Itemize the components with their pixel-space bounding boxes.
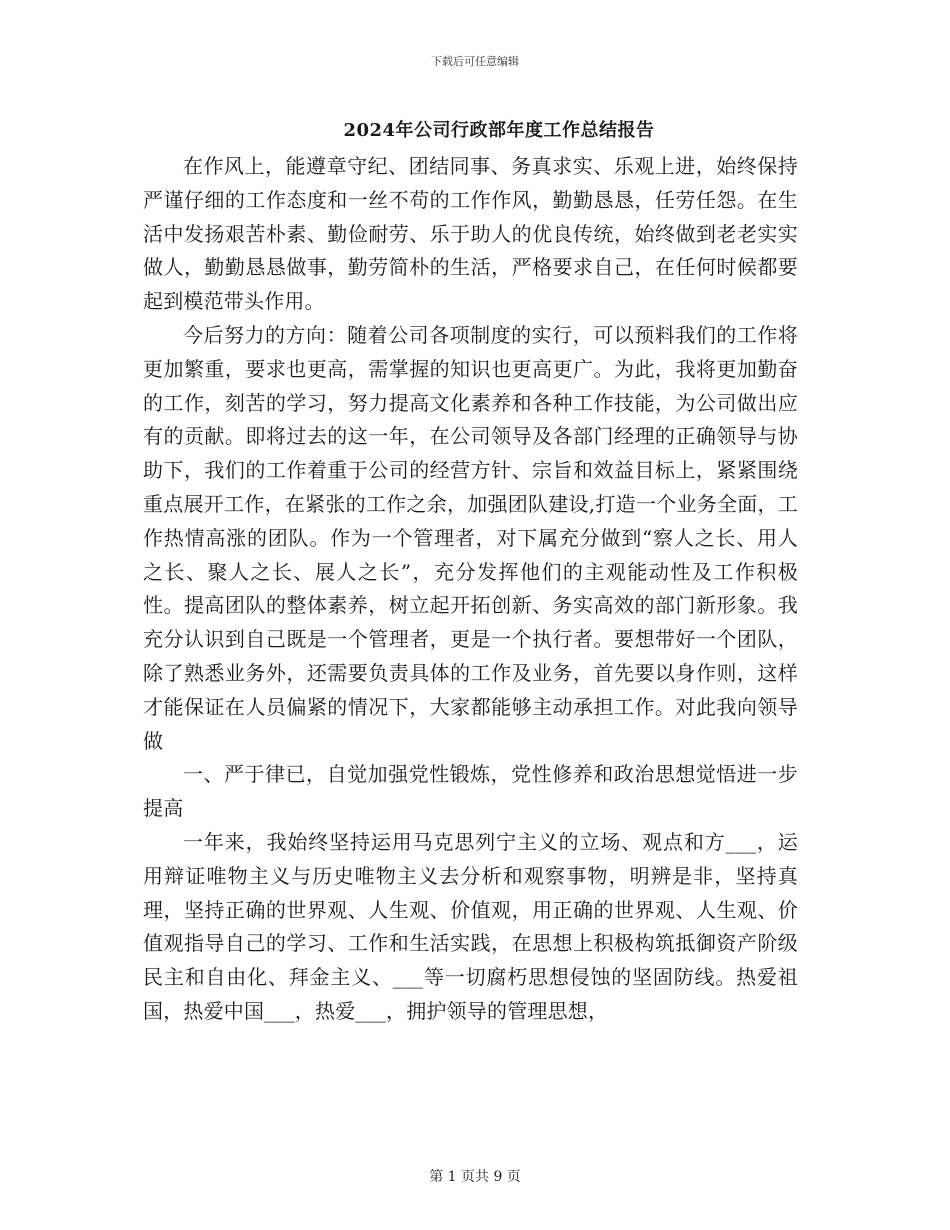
document-body — [143, 150, 798, 1029]
paragraph: 一、严于律已，自觉加强党性锻炼，党性修养和政治思想觉悟进一步提高 — [143, 762, 798, 821]
page-number-footer: 第 1 页共 9 页 — [429, 1169, 521, 1185]
document-title: 2024年公司行政部年度工作总结报告 — [343, 120, 655, 141]
paragraph: 今后努力的方向：随着公司各项制度的实行，可以预料我们的工作将更加繁重，要求也更高，需掌握的知识也更高更广。为此，我将更加勤奋的工作，刻苦的学习，努力提高文化素养和各种工作技能，为公司做出应有的贡献。即将过去的这一年，在公司领导及各部门经理的正确领导与协助下，我们的工作着重于公司的经营方针、宗旨和效益目标上，紧紧围绕重点展开工作，在紧张的工作之余，加强团队建设,打造一个业务全面，工作热情高涨的团队。作为一个管理者，对下属充分做到“察人之长、用人之长、聚人之长、展人之长”，充分发挥他们的主观能动性及工作积极性。提高团队的整体素养，树立起开拓创新、务实高效的部门新形象。我充分认识到自己既是一个管理者，更是一个执行者。要想带好一个团队，除了熟悉业务外，还需要负责具体的工作及业务，首先要以身作则，这样才能保证在人员偏紧的情况下，大家都能够主动承担工作。对此我向领导做 — [143, 322, 798, 753]
page-header-note: 下载后可任意编辑 — [431, 55, 519, 68]
paragraph: 在作风上，能遵章守纪、团结同事、务真求实、乐观上进，始终保持严谨仔细的工作态度和一丝不苟的工作作风，勤勤恳恳，任劳任怨。在生活中发扬艰苦朴素、勤俭耐劳、乐于助人的优良传统，始终做到老老实实做人，勤勤恳恳做事，勤劳简朴的生活，严格要求自己，在任何时候都要起到模范带头作用。 — [143, 154, 798, 314]
paragraph: 一年来，我始终坚持运用马克思列宁主义的立场、观点和方___，运用辩证唯物主义与历史唯物主义去分析和观察事物，明辨是非，坚持真理，坚持正确的世界观、人生观、价值观，用正确的世界观、人生观、价值观指导自己的学习、工作和生活实践，在思想上积极构筑抵御资产阶级民主和自由化、拜金主义、___等一切腐朽思想侵蚀的坚固防线。热爱祖国，热爱中国___，热爱___，拥护领导的管理思想， — [143, 829, 798, 1023]
